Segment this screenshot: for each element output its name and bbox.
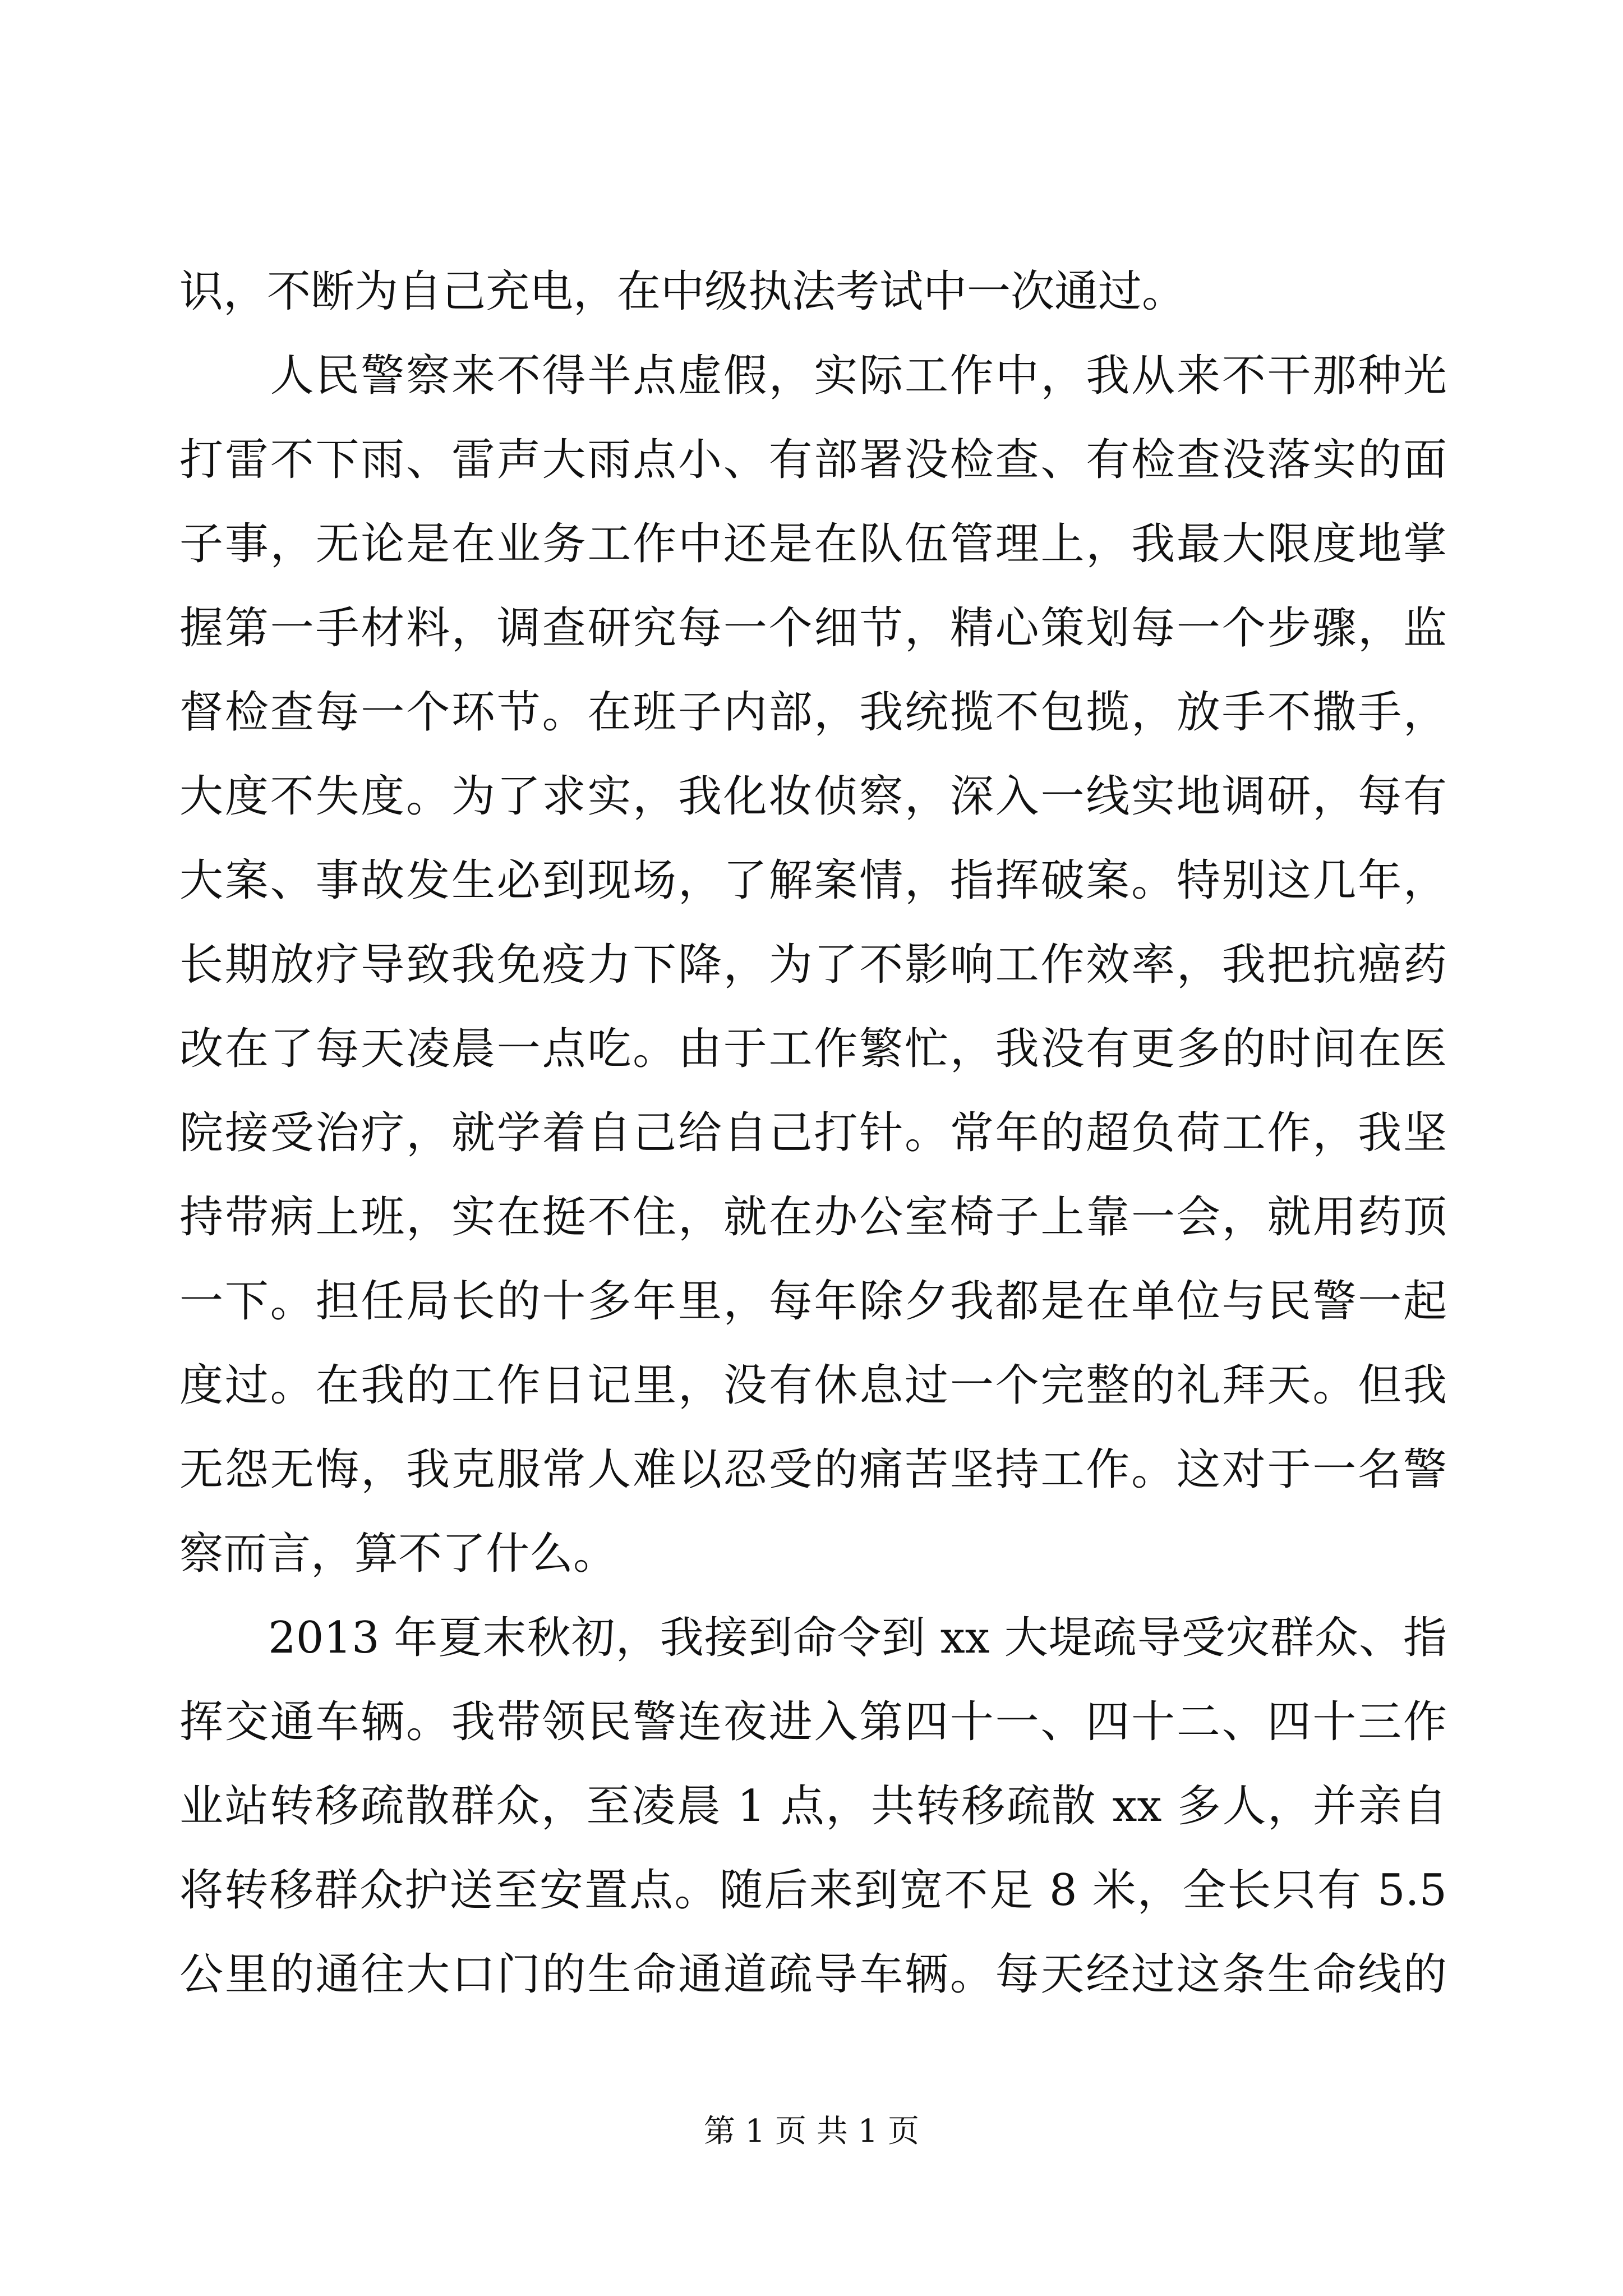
paragraph-2-line-14: 无怨无悔，我克服常人难以忍受的痛苦坚持工作。这对于一名警 (179, 1444, 1447, 1495)
paragraph-3-line-1: 2013 年夏末秋初，我接到命令到 xx 大堤疏导受灾群众、指 (179, 1613, 1447, 1663)
paragraph-2-line-3: 子事，无论是在业务工作中还是在队伍管理上，我最大限度地掌 (179, 519, 1447, 569)
paragraph-2-line-13: 度过。在我的工作日记里，没有休息过一个完整的礼拜天。但我 (179, 1360, 1447, 1411)
paragraph-3-line-4: 将转移群众护送至安置点。随后来到宽不足 8 米，全长只有 5.5 (179, 1865, 1447, 1916)
paragraph-2-line-5: 督检查每一个环节。在班子内部，我统揽不包揽，放手不撒手， (179, 687, 1447, 738)
paragraph-3-line-2: 挥交通车辆。我带领民警连夜进入第四十一、四十二、四十三作 (179, 1697, 1447, 1747)
paragraph-2-line-2: 打雷不下雨、雷声大雨点小、有部署没检查、有检查没落实的面 (179, 435, 1447, 485)
paragraph-2-line-15: 察而言，算不了什么。 (179, 1529, 617, 1579)
paragraph-2-line-6: 大度不失度。为了求实，我化妆侦察，深入一线实地调研，每有 (179, 771, 1447, 822)
paragraph-2-line-1: 人民警察来不得半点虚假，实际工作中，我从来不干那种光 (179, 351, 1447, 401)
paragraph-2-line-10: 院接受治疗，就学着自己给自己打针。常年的超负荷工作，我坚 (179, 1108, 1447, 1158)
paragraph-3-line-5: 公里的通往大口门的生命通道疏导车辆。每天经过这条生命线的 (179, 1949, 1447, 2000)
paragraph-1-line-1: 识，不断为自己充电，在中级执法考试中一次通过。 (179, 266, 1186, 317)
paragraph-2-line-4: 握第一手材料，调查研究每一个细节，精心策划每一个步骤，监 (179, 603, 1447, 654)
paragraph-3-line-3: 业站转移疏散群众，至凌晨 1 点，共转移疏散 xx 多人，并亲自 (179, 1781, 1447, 1832)
paragraph-2-line-8: 长期放疗导致我免疫力下降，为了不影响工作效率，我把抗癌药 (179, 940, 1447, 990)
page-number-footer: 第 1 页 共 1 页 (703, 2113, 920, 2150)
paragraph-2-line-7: 大案、事故发生必到现场，了解案情，指挥破案。特别这几年， (179, 855, 1447, 906)
paragraph-2-line-12: 一下。担任局长的十多年里，每年除夕我都是在单位与民警一起 (179, 1276, 1447, 1327)
paragraph-2-line-9: 改在了每天凌晨一点吃。由于工作繁忙，我没有更多的时间在医 (179, 1024, 1447, 1074)
paragraph-2-line-11: 持带病上班，实在挺不住，就在办公室椅子上靠一会，就用药顶 (179, 1192, 1447, 1243)
document-body (179, 250, 1447, 2017)
